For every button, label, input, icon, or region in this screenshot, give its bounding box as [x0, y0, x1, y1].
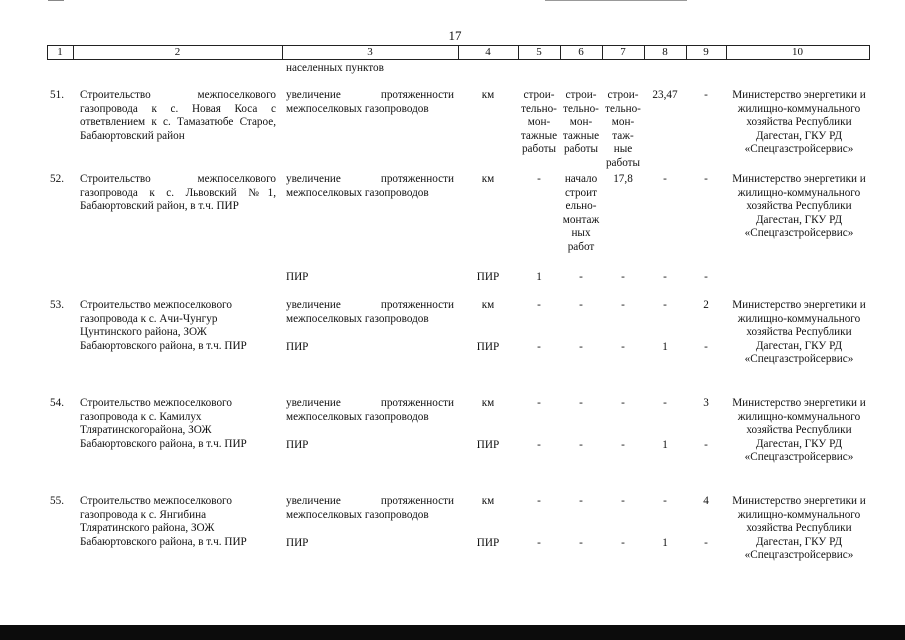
object-name-line: Цунтинского района, ЗОЖ [80, 326, 207, 339]
year-value: - [579, 397, 583, 409]
year-value: строи- тельно- мон- таж- ные работы [605, 89, 641, 169]
year-value: - [537, 397, 541, 409]
column-header: 10 [792, 46, 803, 58]
column-header: 6 [578, 46, 584, 58]
sub-value: - [621, 439, 625, 451]
page-number: 17 [448, 28, 462, 43]
object-name [80, 495, 276, 549]
object-name-line: газопровода к с. Янгибина [80, 508, 207, 521]
sub-value: 1 [662, 341, 668, 353]
sub-value: - [537, 341, 541, 353]
object-name-line: газопровода к с. Ачи-Чунгур [80, 312, 218, 325]
year-value: - [663, 173, 667, 185]
object-name-line: Строительство межпоселкового [80, 495, 232, 507]
year-value: - [704, 89, 708, 101]
sub-value: 1 [662, 537, 668, 549]
year-value: - [663, 397, 667, 409]
object-name: Строительство межпоселкового газопровода к с. Новая Коса с ответвлением к с. Тамазатюбе Старое, Бабаюртовский район [80, 89, 276, 142]
year-value: - [537, 299, 541, 311]
object-name [80, 397, 276, 451]
sub-indicator: ПИР [286, 271, 309, 283]
row-number: 51. [50, 89, 64, 101]
year-value: - [663, 495, 667, 507]
year-value: строи- тельно- мон- тажные работы [562, 89, 600, 156]
sub-value: 1 [536, 271, 542, 283]
scan-artifact-top-right [545, 0, 687, 1]
unit: км [481, 173, 495, 185]
executor: Министерство энергетики и жилищно-коммунального хозяйства Республики Дагестан, ГКУ РД «Спецгазстройсервис» [732, 299, 866, 366]
sub-value: - [579, 537, 583, 549]
year-value: - [704, 173, 708, 185]
year-value: - [663, 299, 667, 311]
row-number: 54. [50, 397, 64, 409]
sub-value: - [663, 271, 667, 283]
year-value: строи- тельно- мон- тажные работы [520, 89, 558, 156]
sub-unit: ПИР [476, 439, 500, 451]
unit: км [481, 495, 495, 507]
sub-unit: ПИР [476, 271, 500, 283]
indicator: увеличение протяженности межпоселковых газопроводов [286, 173, 454, 199]
sub-indicator: ПИР [286, 537, 309, 549]
year-value: - [579, 299, 583, 311]
column-header: 4 [485, 46, 491, 58]
object-name [80, 299, 276, 353]
sub-value: 1 [662, 439, 668, 451]
sub-unit: ПИР [476, 341, 500, 353]
executor: Министерство энергетики и жилищно-коммунального хозяйства Республики Дагестан, ГКУ РД «Спецгазстройсервис» [732, 89, 866, 156]
sub-value: - [579, 439, 583, 451]
column-header: 1 [57, 46, 63, 58]
executor: Министерство энергетики и жилищно-коммунального хозяйства Республики Дагестан, ГКУ РД «Спецгазстройсервис» [732, 173, 866, 240]
continuation-text: населенных пунктов [286, 62, 384, 74]
header-divider [869, 45, 870, 60]
indicator: увеличение протяженности межпоселковых газопроводов [286, 397, 454, 423]
indicator: увеличение протяженности межпоселковых газопроводов [286, 299, 454, 325]
year-value: - [579, 495, 583, 507]
column-header: 8 [662, 46, 668, 58]
object-name-line: Строительство межпоселкового [80, 299, 232, 311]
column-header: 7 [620, 46, 626, 58]
year-value: - [621, 299, 625, 311]
year-value: 17,8 [613, 173, 633, 185]
sub-value: - [579, 341, 583, 353]
object-name-line: Тляратинского района, ЗОЖ [80, 522, 215, 535]
year-value: - [621, 495, 625, 507]
sub-value: - [621, 537, 625, 549]
unit: км [481, 397, 495, 409]
sub-value: - [579, 271, 583, 283]
unit: км [481, 89, 495, 101]
scan-bottom-edge [0, 625, 905, 640]
object-name: Строительство межпоселкового газопровода к с. Львовский №1, Бабаюртовский район, в т.ч. ПИР [80, 173, 276, 213]
sub-value: - [537, 537, 541, 549]
row-number: 55. [50, 495, 64, 507]
unit: км [481, 299, 495, 311]
year-value: начало строит ельно- монтаж ных работ [562, 173, 600, 253]
sub-indicator: ПИР [286, 341, 309, 353]
executor: Министерство энергетики и жилищно-коммунального хозяйства Республики Дагестан, ГКУ РД «Спецгазстройсервис» [732, 397, 866, 464]
year-value: 2 [703, 299, 709, 311]
year-value: - [621, 397, 625, 409]
object-name-line: Бабаюртовского района, в т.ч. ПИР [80, 339, 247, 352]
year-value: 4 [703, 495, 709, 507]
row-number: 53. [50, 299, 64, 311]
object-name-line: Бабаюртовского района, в т.ч. ПИР [80, 535, 247, 548]
year-value: 3 [703, 397, 709, 409]
column-header: 5 [536, 46, 542, 58]
indicator: увеличение протяженности межпоселковых газопроводов [286, 89, 454, 115]
executor: Министерство энергетики и жилищно-коммунального хозяйства Республики Дагестан, ГКУ РД «Спецгазстройсервис» [732, 495, 866, 562]
scan-artifact-top-left [48, 0, 64, 1]
row-number: 52. [50, 173, 64, 185]
indicator: увеличение протяженности межпоселковых газопроводов [286, 495, 454, 521]
column-header: 9 [703, 46, 709, 58]
sub-value: - [621, 341, 625, 353]
year-value: 23,47 [652, 89, 678, 101]
sub-value: - [704, 341, 708, 353]
object-name-line: газопровода к с. Камилух [80, 410, 202, 423]
sub-value: - [704, 271, 708, 283]
sub-value: - [621, 271, 625, 283]
sub-value: - [704, 439, 708, 451]
year-value: - [537, 495, 541, 507]
object-name-line: Строительство межпоселкового [80, 397, 232, 409]
object-name-line: Бабаюртовского района, в т.ч. ПИР [80, 437, 247, 450]
sub-indicator: ПИР [286, 439, 309, 451]
sub-unit: ПИР [476, 537, 500, 549]
sub-value: - [704, 537, 708, 549]
year-value: - [537, 173, 541, 185]
object-name-line: Тляратинскогорайона, ЗОЖ [80, 424, 212, 437]
sub-value: - [537, 439, 541, 451]
column-header: 3 [367, 46, 373, 58]
column-header: 2 [174, 46, 181, 58]
